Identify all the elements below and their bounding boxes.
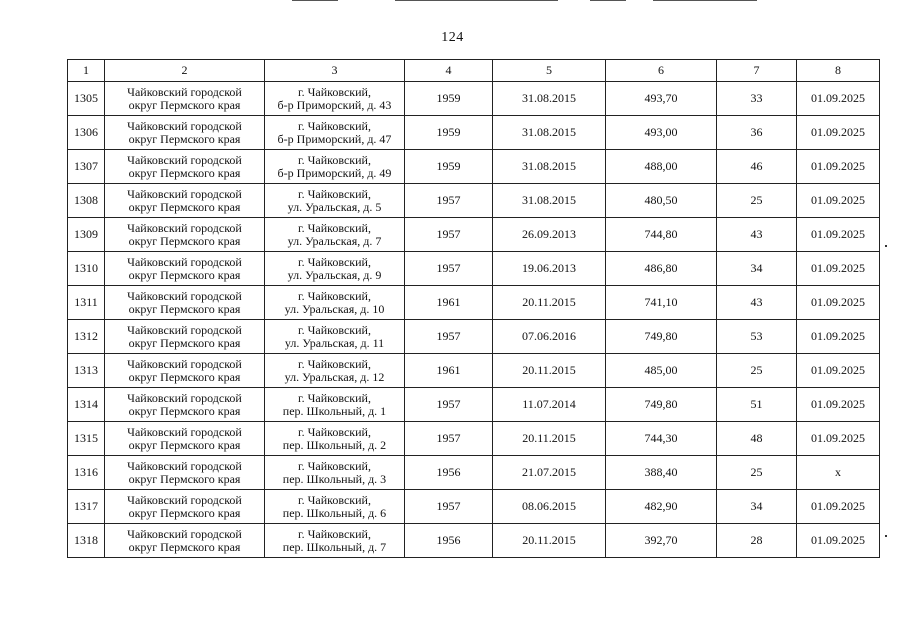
scan-mark — [885, 245, 887, 247]
municipality-cell — [105, 252, 265, 286]
municipality-line1: Чайковский городской — [127, 152, 242, 167]
municipality-cell — [105, 388, 265, 422]
address-line1: г. Чайковский, — [298, 424, 371, 439]
area-cell: 485,00 — [606, 354, 717, 388]
municipality-line2: округ Пермского края — [128, 301, 241, 316]
date-cell: 20.11.2015 — [493, 354, 606, 388]
area-cell: 493,70 — [606, 82, 717, 116]
year-cell: 1959 — [405, 116, 493, 150]
municipality-line2: округ Пермского края — [128, 505, 241, 520]
table-row — [68, 116, 880, 150]
municipality-cell — [105, 524, 265, 558]
municipality-line1: Чайковский городской — [127, 492, 242, 507]
table-row — [68, 422, 880, 456]
year-cell: 1957 — [405, 184, 493, 218]
year-cell: 1956 — [405, 456, 493, 490]
address-line2: ул. Уральская, д. 12 — [284, 369, 385, 384]
count-cell: 43 — [717, 218, 797, 252]
address-line2: ул. Уральская, д. 10 — [284, 301, 385, 316]
deadline-cell: 01.09.2025 — [797, 524, 880, 558]
housing-registry-table — [67, 59, 880, 558]
address-line1: г. Чайковский, — [298, 526, 371, 541]
address-cell — [265, 422, 405, 456]
municipality-line1: Чайковский городской — [127, 390, 242, 405]
address-cell — [265, 82, 405, 116]
top-rule-4 — [653, 0, 757, 1]
table-row — [68, 490, 880, 524]
count-cell: 43 — [717, 286, 797, 320]
row-number-cell: 1317 — [68, 490, 105, 524]
deadline-cell: 01.09.2025 — [797, 320, 880, 354]
address-line2: ул. Уральская, д. 5 — [287, 199, 382, 214]
row-number-cell: 1318 — [68, 524, 105, 558]
address-line2: б-р Приморский, д. 43 — [277, 97, 392, 112]
table-row — [68, 184, 880, 218]
count-cell: 48 — [717, 422, 797, 456]
municipality-line1: Чайковский городской — [127, 186, 242, 201]
address-line2: пер. Школьный, д. 3 — [282, 471, 387, 486]
deadline-cell: 01.09.2025 — [797, 184, 880, 218]
municipality-line2: округ Пермского края — [128, 369, 241, 384]
municipality-line2: округ Пермского края — [128, 267, 241, 282]
municipality-line1: Чайковский городской — [127, 424, 242, 439]
table-row — [68, 286, 880, 320]
address-line1: г. Чайковский, — [298, 492, 371, 507]
year-cell: 1957 — [405, 218, 493, 252]
table-body — [68, 82, 880, 558]
table-row — [68, 456, 880, 490]
area-cell: 482,90 — [606, 490, 717, 524]
address-cell — [265, 116, 405, 150]
row-number-cell: 1312 — [68, 320, 105, 354]
table-row — [68, 354, 880, 388]
address-line1: г. Чайковский, — [298, 254, 371, 269]
year-cell: 1961 — [405, 286, 493, 320]
table-row — [68, 388, 880, 422]
column-header: 7 — [717, 60, 797, 82]
address-line1: г. Чайковский, — [298, 220, 371, 235]
date-cell: 20.11.2015 — [493, 286, 606, 320]
date-cell: 08.06.2015 — [493, 490, 606, 524]
municipality-line2: округ Пермского края — [128, 199, 241, 214]
scan-mark — [885, 535, 887, 537]
column-header: 6 — [606, 60, 717, 82]
municipality-line2: округ Пермского края — [128, 97, 241, 112]
deadline-cell: 01.09.2025 — [797, 354, 880, 388]
address-line1: г. Чайковский, — [298, 390, 371, 405]
address-line1: г. Чайковский, — [298, 118, 371, 133]
area-cell: 488,00 — [606, 150, 717, 184]
municipality-cell — [105, 82, 265, 116]
address-line2: пер. Школьный, д. 2 — [282, 437, 387, 452]
year-cell: 1957 — [405, 252, 493, 286]
address-line2: пер. Школьный, д. 7 — [282, 539, 387, 554]
deadline-cell: 01.09.2025 — [797, 150, 880, 184]
area-cell: 744,30 — [606, 422, 717, 456]
column-header: 5 — [493, 60, 606, 82]
date-cell: 31.08.2015 — [493, 82, 606, 116]
date-cell: 26.09.2013 — [493, 218, 606, 252]
municipality-line1: Чайковский городской — [127, 220, 242, 235]
year-cell: 1957 — [405, 422, 493, 456]
address-line1: г. Чайковский, — [298, 356, 371, 371]
municipality-line2: округ Пермского края — [128, 437, 241, 452]
deadline-cell: 01.09.2025 — [797, 286, 880, 320]
row-number-cell: 1306 — [68, 116, 105, 150]
year-cell: 1959 — [405, 82, 493, 116]
address-line2: ул. Уральская, д. 7 — [287, 233, 382, 248]
deadline-cell: 01.09.2025 — [797, 388, 880, 422]
row-number-cell: 1311 — [68, 286, 105, 320]
count-cell: 53 — [717, 320, 797, 354]
address-line2: ул. Уральская, д. 11 — [284, 335, 385, 350]
municipality-line2: округ Пермского края — [128, 335, 241, 350]
column-header: 2 — [105, 60, 265, 82]
top-rule-3 — [590, 0, 626, 1]
count-cell: 34 — [717, 252, 797, 286]
date-cell: 19.06.2013 — [493, 252, 606, 286]
address-line1: г. Чайковский, — [298, 288, 371, 303]
municipality-cell — [105, 184, 265, 218]
municipality-cell — [105, 150, 265, 184]
count-cell: 51 — [717, 388, 797, 422]
address-cell — [265, 252, 405, 286]
table-row — [68, 252, 880, 286]
area-cell: 741,10 — [606, 286, 717, 320]
municipality-cell — [105, 490, 265, 524]
municipality-line1: Чайковский городской — [127, 322, 242, 337]
count-cell: 34 — [717, 490, 797, 524]
table-row — [68, 320, 880, 354]
deadline-cell: 01.09.2025 — [797, 116, 880, 150]
municipality-line2: округ Пермского края — [128, 165, 241, 180]
municipality-line2: округ Пермского края — [128, 539, 241, 554]
area-cell: 392,70 — [606, 524, 717, 558]
row-number-cell: 1314 — [68, 388, 105, 422]
row-number-cell: 1316 — [68, 456, 105, 490]
year-cell: 1957 — [405, 320, 493, 354]
address-cell — [265, 524, 405, 558]
address-cell — [265, 354, 405, 388]
date-cell: 07.06.2016 — [493, 320, 606, 354]
address-line1: г. Чайковский, — [298, 152, 371, 167]
address-cell — [265, 286, 405, 320]
municipality-line1: Чайковский городской — [127, 458, 242, 473]
row-number-cell: 1309 — [68, 218, 105, 252]
date-cell: 31.08.2015 — [493, 184, 606, 218]
year-cell: 1961 — [405, 354, 493, 388]
municipality-line1: Чайковский городской — [127, 288, 242, 303]
row-number-cell: 1310 — [68, 252, 105, 286]
municipality-line2: округ Пермского края — [128, 471, 241, 486]
address-cell — [265, 490, 405, 524]
municipality-line2: округ Пермского края — [128, 131, 241, 146]
top-rule-2 — [395, 0, 558, 1]
top-rule-1 — [292, 0, 338, 1]
municipality-line1: Чайковский городской — [127, 254, 242, 269]
table-row — [68, 150, 880, 184]
column-header: 1 — [68, 60, 105, 82]
address-line2: ул. Уральская, д. 9 — [287, 267, 382, 282]
row-number-cell: 1307 — [68, 150, 105, 184]
municipality-cell — [105, 218, 265, 252]
municipality-cell — [105, 320, 265, 354]
area-cell: 744,80 — [606, 218, 717, 252]
deadline-cell: x — [797, 456, 880, 490]
address-line2: б-р Приморский, д. 47 — [277, 131, 392, 146]
table-row — [68, 218, 880, 252]
deadline-cell: 01.09.2025 — [797, 82, 880, 116]
area-cell: 493,00 — [606, 116, 717, 150]
count-cell: 46 — [717, 150, 797, 184]
column-header: 4 — [405, 60, 493, 82]
municipality-line2: округ Пермского края — [128, 233, 241, 248]
municipality-cell — [105, 286, 265, 320]
municipality-line1: Чайковский городской — [127, 118, 242, 133]
count-cell: 36 — [717, 116, 797, 150]
date-cell: 20.11.2015 — [493, 524, 606, 558]
address-line2: б-р Приморский, д. 49 — [277, 165, 392, 180]
municipality-cell — [105, 456, 265, 490]
count-cell: 33 — [717, 82, 797, 116]
table-header-row — [68, 60, 880, 82]
deadline-cell: 01.09.2025 — [797, 252, 880, 286]
deadline-cell: 01.09.2025 — [797, 218, 880, 252]
page-number: 124 — [441, 30, 464, 45]
deadline-cell: 01.09.2025 — [797, 422, 880, 456]
municipality-cell — [105, 422, 265, 456]
municipality-cell — [105, 354, 265, 388]
municipality-cell — [105, 116, 265, 150]
address-line1: г. Чайковский, — [298, 458, 371, 473]
date-cell: 11.07.2014 — [493, 388, 606, 422]
row-number-cell: 1305 — [68, 82, 105, 116]
column-header: 3 — [265, 60, 405, 82]
area-cell: 749,80 — [606, 320, 717, 354]
municipality-line2: округ Пермского края — [128, 403, 241, 418]
date-cell: 31.08.2015 — [493, 116, 606, 150]
address-line2: пер. Школьный, д. 1 — [282, 403, 387, 418]
deadline-cell: 01.09.2025 — [797, 490, 880, 524]
table-row — [68, 524, 880, 558]
address-line1: г. Чайковский, — [298, 322, 371, 337]
year-cell: 1957 — [405, 388, 493, 422]
area-cell: 486,80 — [606, 252, 717, 286]
area-cell: 480,50 — [606, 184, 717, 218]
municipality-line1: Чайковский городской — [127, 526, 242, 541]
address-cell — [265, 388, 405, 422]
count-cell: 28 — [717, 524, 797, 558]
area-cell: 388,40 — [606, 456, 717, 490]
address-line1: г. Чайковский, — [298, 84, 371, 99]
municipality-line1: Чайковский городской — [127, 356, 242, 371]
area-cell: 749,80 — [606, 388, 717, 422]
address-cell — [265, 456, 405, 490]
date-cell: 21.07.2015 — [493, 456, 606, 490]
address-cell — [265, 218, 405, 252]
count-cell: 25 — [717, 184, 797, 218]
address-line2: пер. Школьный, д. 6 — [282, 505, 387, 520]
date-cell: 20.11.2015 — [493, 422, 606, 456]
year-cell: 1956 — [405, 524, 493, 558]
table-row — [68, 82, 880, 116]
row-number-cell: 1315 — [68, 422, 105, 456]
municipality-line1: Чайковский городской — [127, 84, 242, 99]
row-number-cell: 1308 — [68, 184, 105, 218]
year-cell: 1959 — [405, 150, 493, 184]
year-cell: 1957 — [405, 490, 493, 524]
date-cell: 31.08.2015 — [493, 150, 606, 184]
address-cell — [265, 320, 405, 354]
column-header: 8 — [797, 60, 880, 82]
count-cell: 25 — [717, 354, 797, 388]
row-number-cell: 1313 — [68, 354, 105, 388]
address-cell — [265, 184, 405, 218]
address-line1: г. Чайковский, — [298, 186, 371, 201]
address-cell — [265, 150, 405, 184]
count-cell: 25 — [717, 456, 797, 490]
